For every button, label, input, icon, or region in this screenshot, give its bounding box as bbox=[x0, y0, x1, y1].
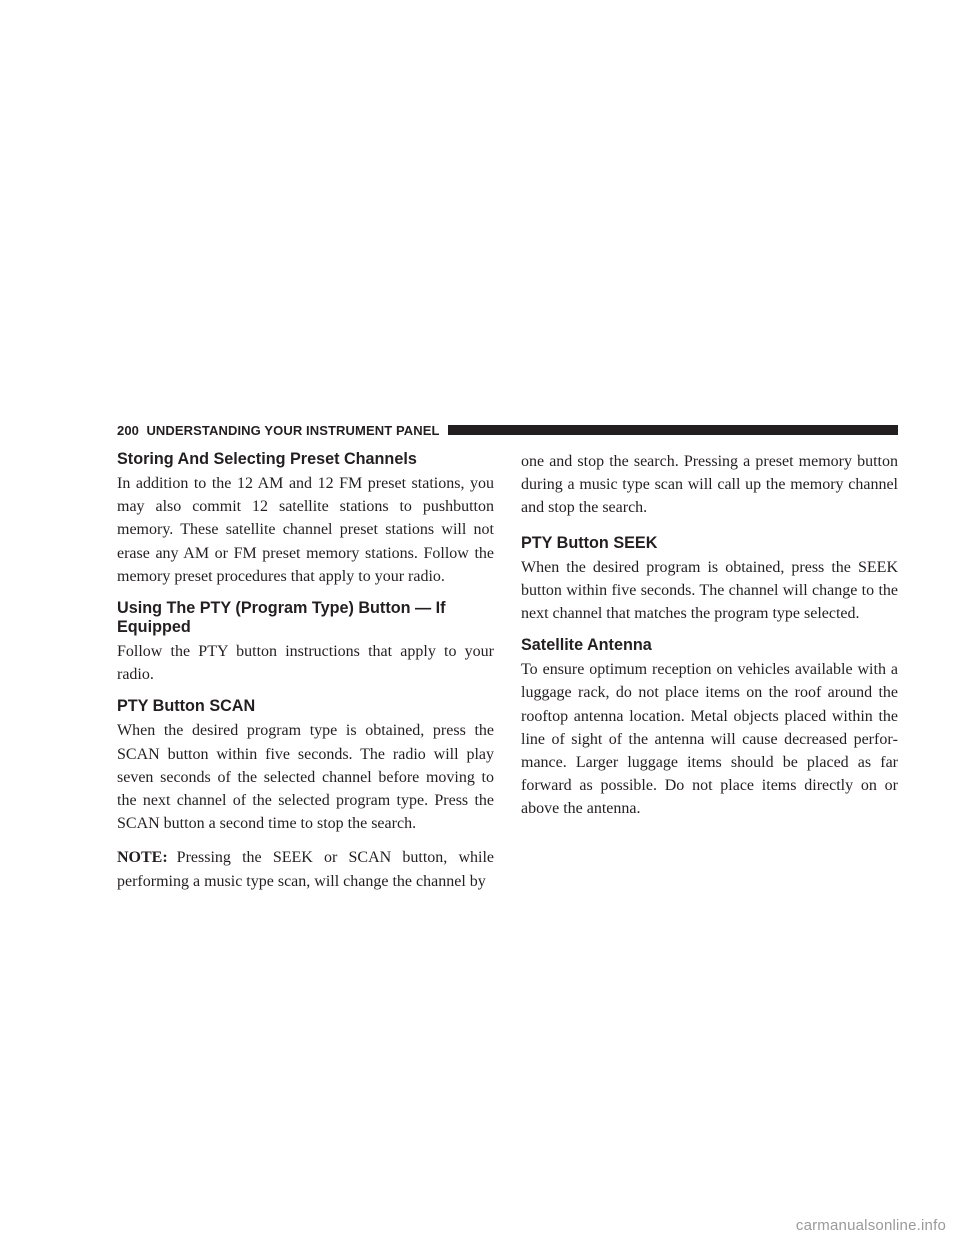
heading-pty-button: Using The PTY (Program Type) Button — If Equipped bbox=[117, 599, 446, 637]
note-label: NOTE: bbox=[117, 849, 168, 867]
note-text: Pressing the SEEK or SCAN button, while performing a music type scan, will change the channel by bbox=[117, 849, 494, 890]
note-paragraph bbox=[117, 846, 494, 892]
heading-satellite-antenna: Satellite Antenna bbox=[521, 636, 652, 655]
heading-pty-scan: PTY Button SCAN bbox=[117, 697, 256, 716]
header-rule bbox=[448, 425, 898, 435]
paragraph-satellite-antenna: To ensure optimum reception on vehicles available with a luggage rack, do not place items on the roof around the rooftop antenna location. Metal objects placed within the line of sight of the antenna will cause decreased performance. Larger luggage items should be placed as far forward as possible. Do not place items directly on or above the antenna. bbox=[521, 661, 898, 818]
watermark: carmanualsonline.info bbox=[795, 1217, 946, 1234]
left-column bbox=[117, 450, 494, 904]
paragraph-pty-button: Follow the PTY button instructions that apply to your radio. bbox=[117, 643, 494, 684]
paragraph-pty-seek: When the desired program is obtained, press the SEEK button within five seconds. The channel will change to the next channel that matches the program type selected. bbox=[521, 558, 898, 623]
page-number: 200 bbox=[117, 422, 139, 438]
page-header bbox=[117, 422, 898, 438]
section-title: UNDERSTANDING YOUR INSTRUMENT PANEL bbox=[146, 422, 440, 438]
heading-storing-presets: Storing And Selecting Preset Channels bbox=[117, 450, 417, 468]
page-header-text bbox=[117, 423, 448, 438]
paragraph-pty-scan: When the desired program type is obtained, press the SCAN button within five seconds. The radio will play seven seconds of the selected channel before moving to the next channel of the selected program type. Press the SCAN button a second time to stop the search. bbox=[117, 722, 494, 833]
paragraph-note-continued: one and stop the search. Pressing a preset memory button during a music type scan will call up the memory channel and stop the search. bbox=[521, 453, 898, 517]
right-column bbox=[521, 450, 898, 832]
paragraph-storing-presets: In addition to the 12 AM and 12 FM preset stations, you may also commit 12 satellite stations to pushbutton memory. These satellite channel preset stations will not erase any AM or FM preset memory stations. Follow the memory preset procedures that apply to your radio. bbox=[117, 475, 494, 585]
heading-pty-seek: PTY Button SEEK bbox=[521, 533, 658, 552]
